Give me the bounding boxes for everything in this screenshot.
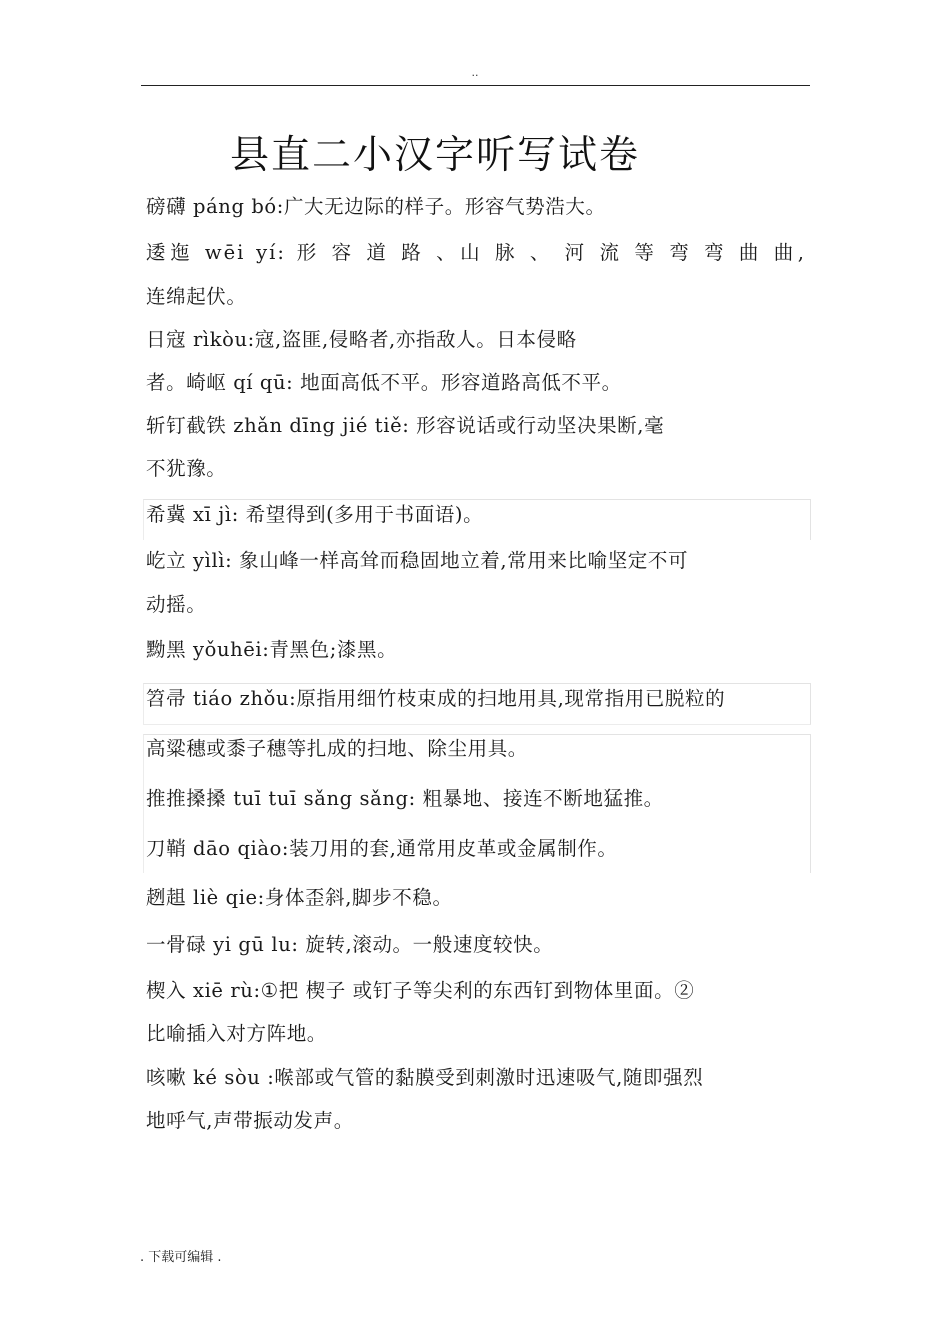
vocab-line: 比喻插入对方阵地。 xyxy=(146,1022,327,1045)
vocab-line: 刀鞘 dāo qiào:装刀用的套,通常用皮革或金属制作。 xyxy=(146,837,618,860)
vocab-line: 希冀 xī jì: 希望得到(多用于书面语)。 xyxy=(146,503,484,526)
vocab-line: 地呼气,声带振动发声。 xyxy=(146,1109,354,1132)
vocab-line: 不犹豫。 xyxy=(146,457,227,480)
vocab-line: 一骨碌 yi gū lu: 旋转,滚动。一般速度较快。 xyxy=(146,933,554,956)
vocab-line: 楔入 xiē rù:①把 楔子 或钉子等尖利的东西钉到物体里面。② xyxy=(146,979,695,1002)
vocab-line: 斩钉截铁 zhǎn dīng jié tiě: 形容说话或行动坚决果断,毫 xyxy=(146,414,665,437)
vocab-line: 者。崎岖 qí qū: 地面高低不平。形容道路高低不平。 xyxy=(146,371,622,394)
vocab-line: 连绵起伏。 xyxy=(146,285,247,308)
header-divider xyxy=(141,85,810,86)
vocab-line: 逶迤 wēi yí: 形 容 道 路 、山 脉 、 河 流 等 弯 弯 曲 曲, xyxy=(146,241,806,264)
vocab-line: 日寇 rìkòu:寇,盗匪,侵略者,亦指敌人。日本侵略 xyxy=(146,328,577,351)
page-title: 县直二小汉字听写试卷 xyxy=(230,133,641,178)
vocab-line: 动摇。 xyxy=(146,593,207,616)
vocab-line: 屹立 yìlì: 象山峰一样高耸而稳固地立着,常用来比喻坚定不可 xyxy=(146,549,689,572)
page-footer: . 下载可编辑 . xyxy=(140,1250,222,1265)
vocab-line: 推推搡搡 tuī tuī sǎng sǎng: 粗暴地、接连不断地猛推。 xyxy=(146,787,664,810)
vocab-line: 磅礴 páng bó:广大无边际的样子。形容气势浩大。 xyxy=(146,195,606,218)
vocab-line: 黝黑 yǒuhēi:青黑色;漆黑。 xyxy=(146,638,398,661)
page-header-mark: .. xyxy=(471,66,479,79)
vocab-line: 笤帚 tiáo zhǒu:原指用细竹枝束成的扫地用具,现常指用已脱粒的 xyxy=(146,687,726,710)
vocab-line: 咳嗽 ké sòu :喉部或气管的黏膜受到刺激时迅速吸气,随即强烈 xyxy=(146,1066,704,1089)
vocab-line: 高粱穗或黍子穗等扎成的扫地、除尘用具。 xyxy=(146,737,528,760)
vocab-line: 趔趄 liè qie:身体歪斜,脚步不稳。 xyxy=(146,886,453,909)
